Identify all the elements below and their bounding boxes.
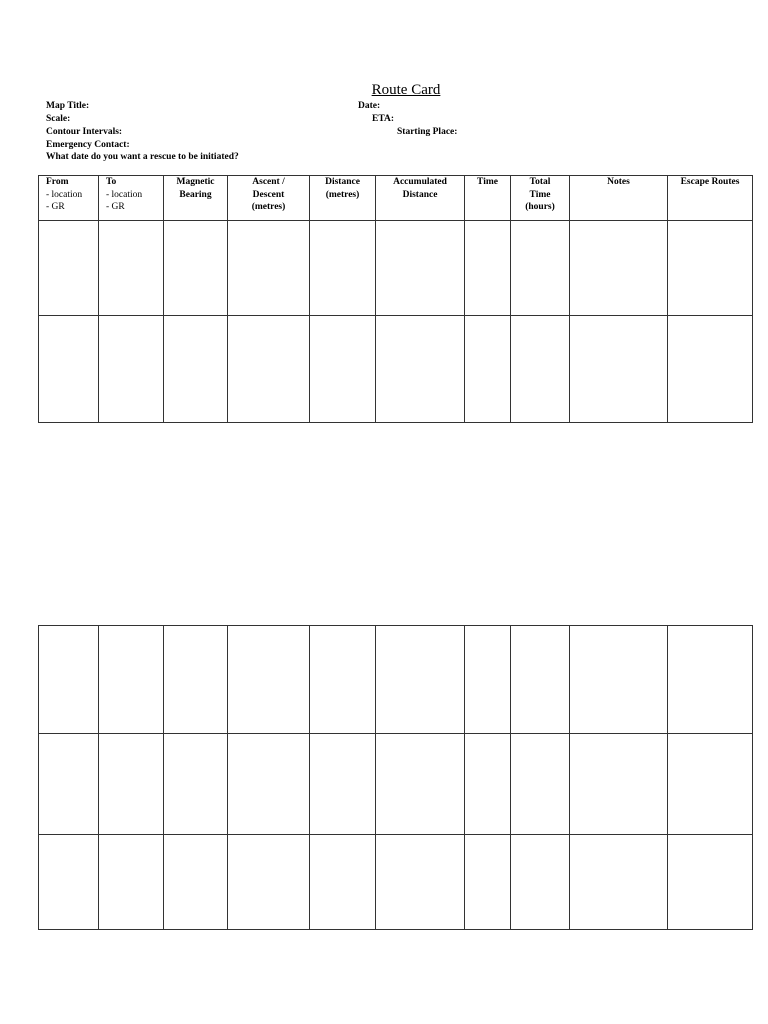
table-cell[interactable] [164, 835, 228, 930]
rescue-date-question: What date do you want a rescue to be initiated? [46, 152, 239, 162]
col-total-time: Total Time (hours) [511, 176, 570, 221]
route-table-1 [38, 175, 753, 423]
table-cell[interactable] [570, 835, 668, 930]
table-cell[interactable] [310, 835, 376, 930]
table-cell[interactable] [310, 221, 376, 316]
table-cell[interactable] [39, 316, 99, 423]
table-cell[interactable] [570, 626, 668, 734]
table-cell[interactable] [228, 626, 310, 734]
table-cell[interactable] [310, 734, 376, 835]
table-cell[interactable] [465, 316, 511, 423]
table-cell[interactable] [164, 626, 228, 734]
table-row [39, 316, 753, 423]
table-cell[interactable] [39, 626, 99, 734]
table-cell[interactable] [228, 221, 310, 316]
table-row [39, 734, 753, 835]
col-ascent-descent: Ascent / Descent (metres) [228, 176, 310, 221]
table-cell[interactable] [376, 734, 465, 835]
starting-place-label: Starting Place: [397, 127, 458, 137]
table-cell[interactable] [668, 835, 753, 930]
table-cell[interactable] [164, 734, 228, 835]
table-cell[interactable] [228, 316, 310, 423]
col-magnetic-bearing: Magnetic Bearing [164, 176, 228, 221]
table-cell[interactable] [164, 221, 228, 316]
table-cell[interactable] [465, 734, 511, 835]
page-title: Route Card [371, 82, 441, 98]
table-cell[interactable] [668, 316, 753, 423]
table-cell[interactable] [668, 221, 753, 316]
table-cell[interactable] [99, 626, 164, 734]
table-cell[interactable] [310, 626, 376, 734]
table-cell[interactable] [511, 316, 570, 423]
table-cell[interactable] [39, 221, 99, 316]
table-cell[interactable] [570, 316, 668, 423]
table-cell[interactable] [164, 316, 228, 423]
col-to: To - location - GR [99, 176, 164, 221]
table-cell[interactable] [465, 626, 511, 734]
table-cell[interactable] [99, 221, 164, 316]
table-cell[interactable] [228, 835, 310, 930]
table-cell[interactable] [99, 734, 164, 835]
table-cell[interactable] [465, 835, 511, 930]
table-row [39, 835, 753, 930]
date-label: Date: [358, 101, 381, 111]
table-cell[interactable] [511, 835, 570, 930]
table-cell[interactable] [99, 835, 164, 930]
table-cell[interactable] [465, 221, 511, 316]
col-distance: Distance (metres) [310, 176, 376, 221]
table-cell[interactable] [99, 316, 164, 423]
table-cell[interactable] [570, 734, 668, 835]
contour-intervals-label: Contour Intervals: [46, 127, 123, 137]
table-row [39, 626, 753, 734]
table-row [39, 221, 753, 316]
table-cell[interactable] [668, 626, 753, 734]
table-cell[interactable] [668, 734, 753, 835]
header-row [39, 176, 753, 221]
scale-label: Scale: [46, 114, 71, 124]
table-cell[interactable] [511, 734, 570, 835]
col-notes: Notes [570, 176, 668, 221]
emergency-contact-label: Emergency Contact: [46, 140, 130, 150]
table-cell[interactable] [376, 835, 465, 930]
col-time: Time [465, 176, 511, 221]
eta-label: ETA: [372, 114, 394, 124]
table-cell[interactable] [511, 221, 570, 316]
col-escape-routes: Escape Routes [668, 176, 753, 221]
table-cell[interactable] [570, 221, 668, 316]
table-cell[interactable] [39, 734, 99, 835]
table-cell[interactable] [376, 626, 465, 734]
table-cell[interactable] [376, 221, 465, 316]
map-title-label: Map Title: [46, 101, 90, 111]
table-cell[interactable] [376, 316, 465, 423]
table-cell[interactable] [228, 734, 310, 835]
col-accumulated-distance: Accumulated Distance [376, 176, 465, 221]
route-table-2 [38, 625, 753, 930]
table-cell[interactable] [39, 835, 99, 930]
col-from: From - location - GR [39, 176, 99, 221]
table-cell[interactable] [511, 626, 570, 734]
table-cell[interactable] [310, 316, 376, 423]
